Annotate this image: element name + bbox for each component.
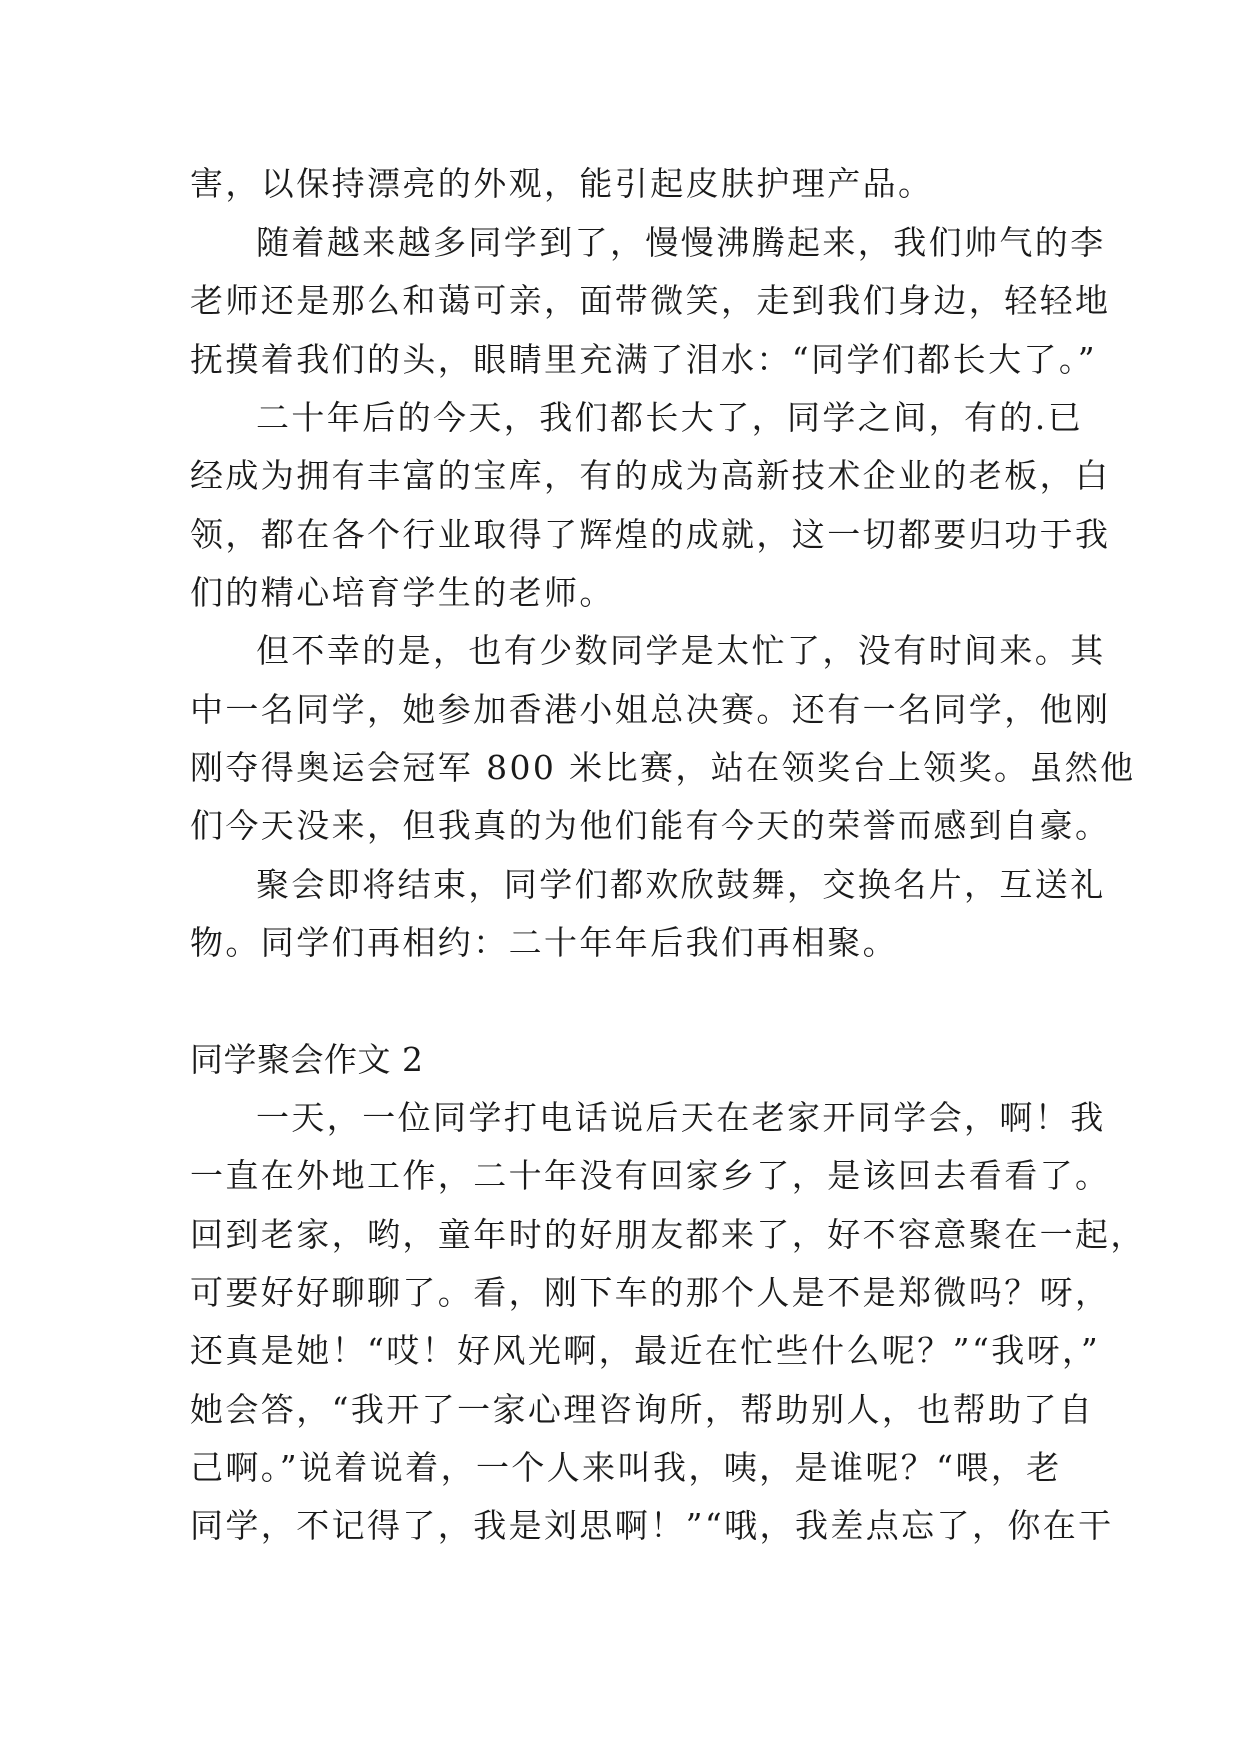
section-heading: 同学聚会作文 2 <box>190 1040 424 1079</box>
paragraph-line: 经成为拥有丰富的宝库，有的成为高新技术企业的老板，白 <box>190 456 1111 495</box>
paragraph-line: 回到老家，哟，童年时的好朋友都来了，好不容意聚在一起， <box>190 1215 1146 1254</box>
paragraph-line: 抚摸着我们的头，眼睛里充满了泪水：“同学们都长大了。” <box>190 340 1098 379</box>
paragraph-first-line: 聚会即将结束，同学们都欢欣鼓舞，交换名片，互送礼 <box>256 865 1106 904</box>
paragraph-line: 们的精心培育学生的老师。 <box>190 573 615 612</box>
paragraph-line: 她会答，“我开了一家心理咨询所，帮助别人，也帮助了自 <box>190 1390 1095 1429</box>
paragraph-first-line: 一天，一位同学打电话说后天在老家开同学会，啊！我 <box>256 1098 1106 1137</box>
paragraph-line: 中一名同学，她参加香港小姐总决赛。还有一名同学，他刚 <box>190 690 1111 729</box>
paragraph-line: 物。同学们再相约：二十年年后我们再相聚。 <box>190 923 898 962</box>
paragraph-first-line: 随着越来越多同学到了，慢慢沸腾起来，我们帅气的李 <box>256 223 1106 262</box>
paragraph-line: 可要好好聊聊了。看，刚下车的那个人是不是郑微吗？呀， <box>190 1273 1111 1312</box>
paragraph-first-line: 二十年后的今天，我们都长大了，同学之间，有的.已 <box>256 398 1084 437</box>
paragraph-first-line: 但不幸的是，也有少数同学是太忙了，没有时间来。其 <box>256 631 1106 670</box>
paragraph-line: 刚夺得奥运会冠军 800 米比赛，站在领奖台上领奖。虽然他 <box>190 748 1136 787</box>
paragraph-line: 还真是她！“哎！好风光啊，最近在忙些什么呢？”“我呀，” <box>190 1331 1101 1370</box>
paragraph-line: 己啊。”说着说着，一个人来叫我，咦，是谁呢？“喂，老 <box>190 1448 1062 1487</box>
paragraph-line: 同学，不记得了，我是刘思啊！”“哦，我差点忘了，你在干 <box>190 1506 1114 1545</box>
paragraph-line: 们今天没来，但我真的为他们能有今天的荣誉而感到自豪。 <box>190 806 1111 845</box>
paragraph-line: 领，都在各个行业取得了辉煌的成就，这一切都要归功于我 <box>190 515 1111 554</box>
paragraph-line: 老师还是那么和蔼可亲，面带微笑，走到我们身边，轻轻地 <box>190 281 1111 320</box>
paragraph-line: 一直在外地工作，二十年没有回家乡了，是该回去看看了。 <box>190 1156 1111 1195</box>
paragraph-line: 害，以保持漂亮的外观，能引起皮肤护理产品。 <box>190 164 934 203</box>
